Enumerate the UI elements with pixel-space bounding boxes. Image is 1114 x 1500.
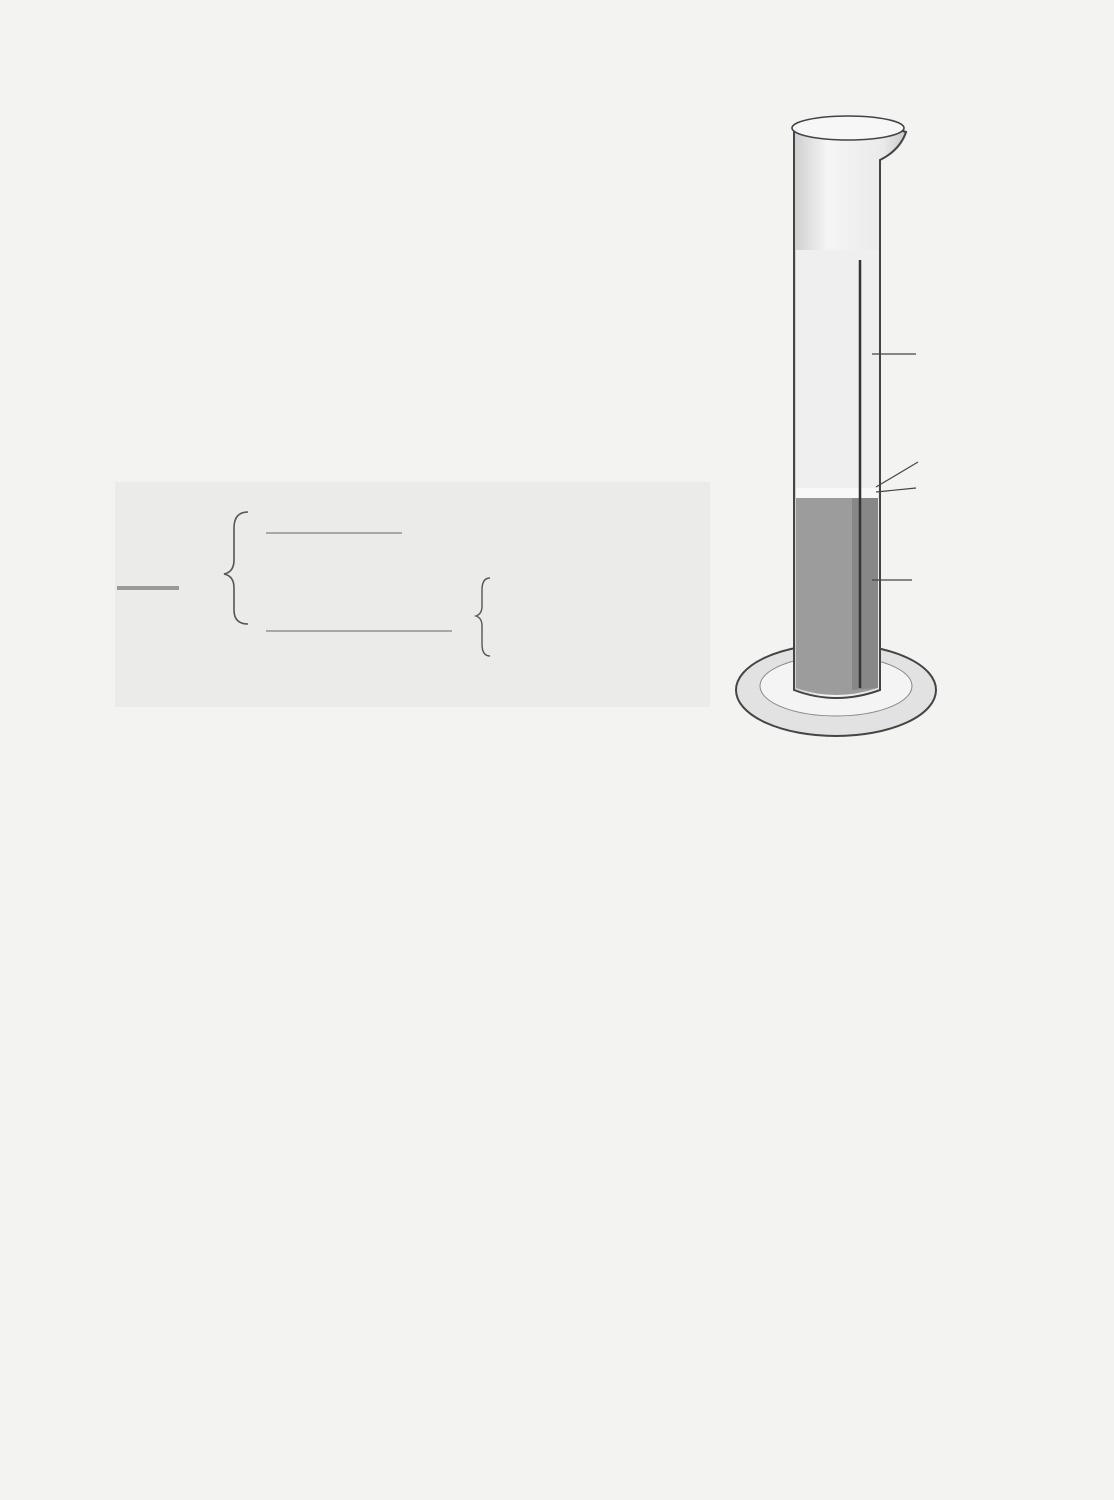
- buffy-coat-layer: [796, 488, 878, 498]
- plasma-layer: [796, 250, 878, 496]
